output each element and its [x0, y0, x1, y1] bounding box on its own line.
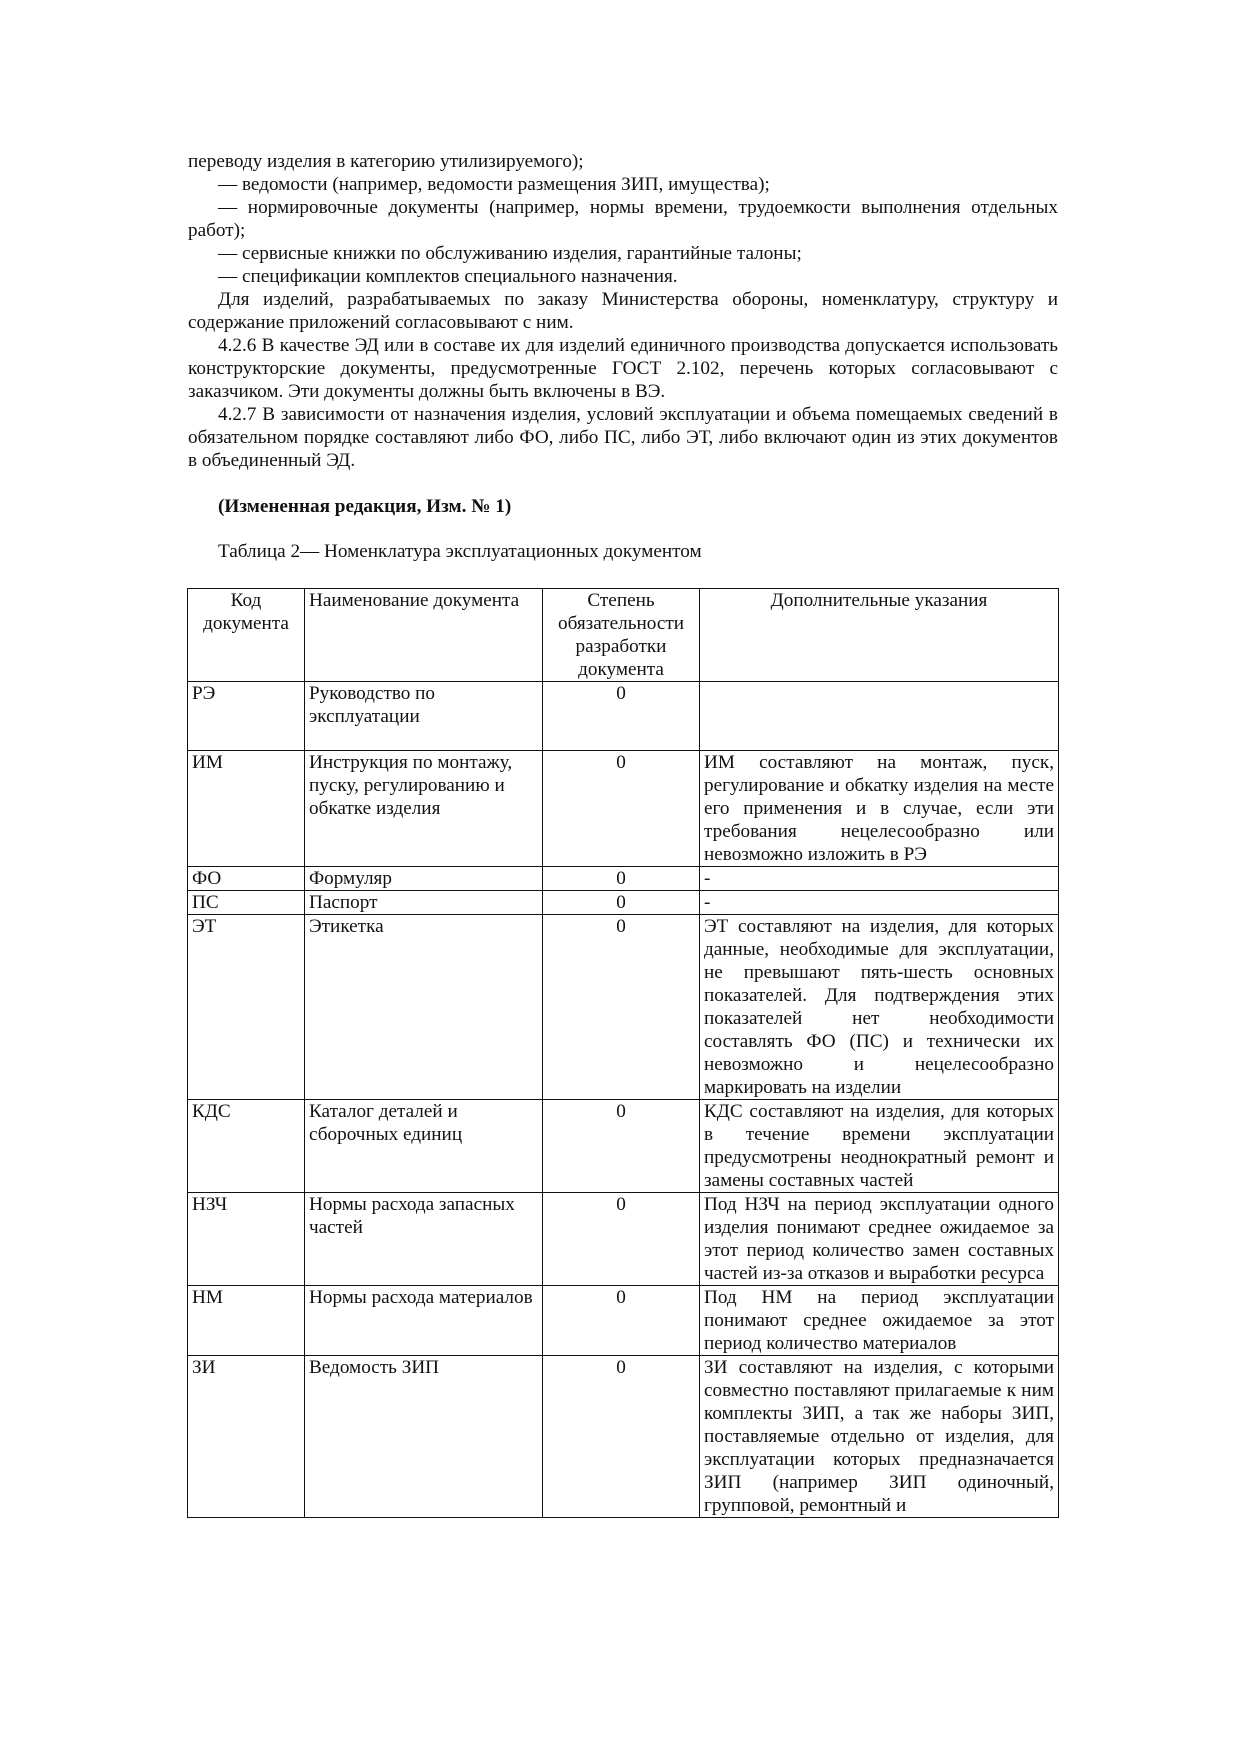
table-row	[188, 867, 1059, 891]
paragraph: Для изделий, разрабатываемых по заказу Министерства обороны, номенклатуру, структуру и содержание приложений согласовывают с ним.	[188, 289, 1058, 333]
cell-name: Ведомость ЗИП	[305, 1356, 543, 1518]
cell-note: КДС составляют на изделия, для которых в течение времени эксплуатации предусмотрены неоднократный ремонт и замены составных частей	[700, 1100, 1059, 1193]
page-bottom-margin	[0, 1593, 1240, 1763]
table-row	[188, 1193, 1059, 1286]
table-row	[188, 915, 1059, 1100]
table-row	[188, 682, 1059, 751]
cell-code: ИМ	[188, 751, 305, 867]
amendment-note: (Измененная редакция, Изм. № 1)	[218, 496, 512, 517]
table-row	[188, 1286, 1059, 1356]
cell-note: Под НМ на период эксплуатации понимают среднее ожидаемое за этот период количество материалов	[700, 1286, 1059, 1356]
cell-code: НМ	[188, 1286, 305, 1356]
table-row	[188, 1356, 1059, 1518]
cell-degree: 0	[543, 1193, 700, 1286]
paragraph: переводу изделия в категорию утилизируемого);	[188, 151, 584, 172]
cell-name: Руководство по эксплуатации	[305, 682, 543, 751]
cell-note: ЗИ составляют на изделия, с которыми совместно поставляют прилагаемые к ним комплекты ЗИП, а так же наборы ЗИП, поставляемые отдельно от изделия, для эксплуатации которых предназначается ЗИП (например ЗИП одиночный, групповой, ремонтный и	[700, 1356, 1059, 1518]
paragraph: — спецификации комплектов специального назначения.	[218, 266, 678, 287]
cell-degree: 0	[543, 891, 700, 915]
document-body	[188, 150, 1058, 563]
cell-note: ЭТ составляют на изделия, для которых данные, необходимые для эксплуатации, не превышают пять-шесть основных показателей. Для подтверждения этих показателей нет необходимости составлять ФО (ПС) и технически их невозможно и нецелесообразно маркировать на изделии	[700, 915, 1059, 1100]
paragraph: — сервисные книжки по обслуживанию изделия, гарантийные талоны;	[218, 243, 802, 264]
cell-code: ПС	[188, 891, 305, 915]
nomenclature-table	[187, 588, 1059, 1518]
cell-degree: 0	[543, 867, 700, 891]
cell-name: Этикетка	[305, 915, 543, 1100]
cell-degree: 0	[543, 1356, 700, 1518]
cell-degree: 0	[543, 1286, 700, 1356]
cell-note: -	[700, 891, 1059, 915]
cell-note: ИМ составляют на монтаж, пуск, регулирование и обкатку изделия на месте его применения и в случае, если эти требования нецелесообразно или невозможно изложить в РЭ	[700, 751, 1059, 867]
cell-name: Инструкция по монтажу, пуску, регулированию и обкатке изделия	[305, 751, 543, 867]
cell-degree: 0	[543, 682, 700, 751]
cell-code: КДС	[188, 1100, 305, 1193]
cell-note: -	[700, 867, 1059, 891]
cell-name: Нормы расхода запасных частей	[305, 1193, 543, 1286]
cell-code: ЗИ	[188, 1356, 305, 1518]
header-code: Код документа	[188, 589, 305, 682]
cell-name: Формуляр	[305, 867, 543, 891]
table-row	[188, 1100, 1059, 1193]
table-row	[188, 751, 1059, 867]
paragraph: — ведомости (например, ведомости размещения ЗИП, имущества);	[218, 174, 770, 195]
cell-note	[700, 682, 1059, 751]
header-notes: Дополнительные указания	[700, 589, 1059, 682]
cell-name: Каталог деталей и сборочных единиц	[305, 1100, 543, 1193]
paragraph: — нормировочные документы (например, нормы времени, трудоемкости выполнения отдельных работ);	[188, 197, 1058, 241]
cell-code: ЭТ	[188, 915, 305, 1100]
table-header-row	[188, 589, 1059, 682]
cell-code: РЭ	[188, 682, 305, 751]
table-row	[188, 891, 1059, 915]
header-name: Наименование документа	[305, 589, 543, 682]
cell-degree: 0	[543, 1100, 700, 1193]
cell-code: НЗЧ	[188, 1193, 305, 1286]
cell-name: Нормы расхода материалов	[305, 1286, 543, 1356]
paragraph: 4.2.7 В зависимости от назначения изделия, условий эксплуатации и объема помещаемых сведений в обязательном порядке составляют либо ФО, либо ПС, либо ЭТ, либо включают один из этих документов в объединенный ЭД.	[188, 404, 1058, 471]
cell-degree: 0	[543, 915, 700, 1100]
cell-note: Под НЗЧ на период эксплуатации одного изделия понимают среднее ожидаемое за этот период количество замен составных частей из-за отказов и выработки ресурса	[700, 1193, 1059, 1286]
paragraph: 4.2.6 В качестве ЭД или в составе их для изделий единичного производства допускается использовать конструкторские документы, предусмотренные ГОСТ 2.102, перечень которых согласовывают с заказчиком. Эти документы должны быть включены в ВЭ.	[188, 335, 1058, 402]
header-degree: Степень обязательности разработки документа	[543, 589, 700, 682]
cell-code: ФО	[188, 867, 305, 891]
cell-degree: 0	[543, 751, 700, 867]
table-caption: Таблица 2— Номенклатура эксплуатационных документом	[218, 541, 702, 562]
cell-name: Паспорт	[305, 891, 543, 915]
